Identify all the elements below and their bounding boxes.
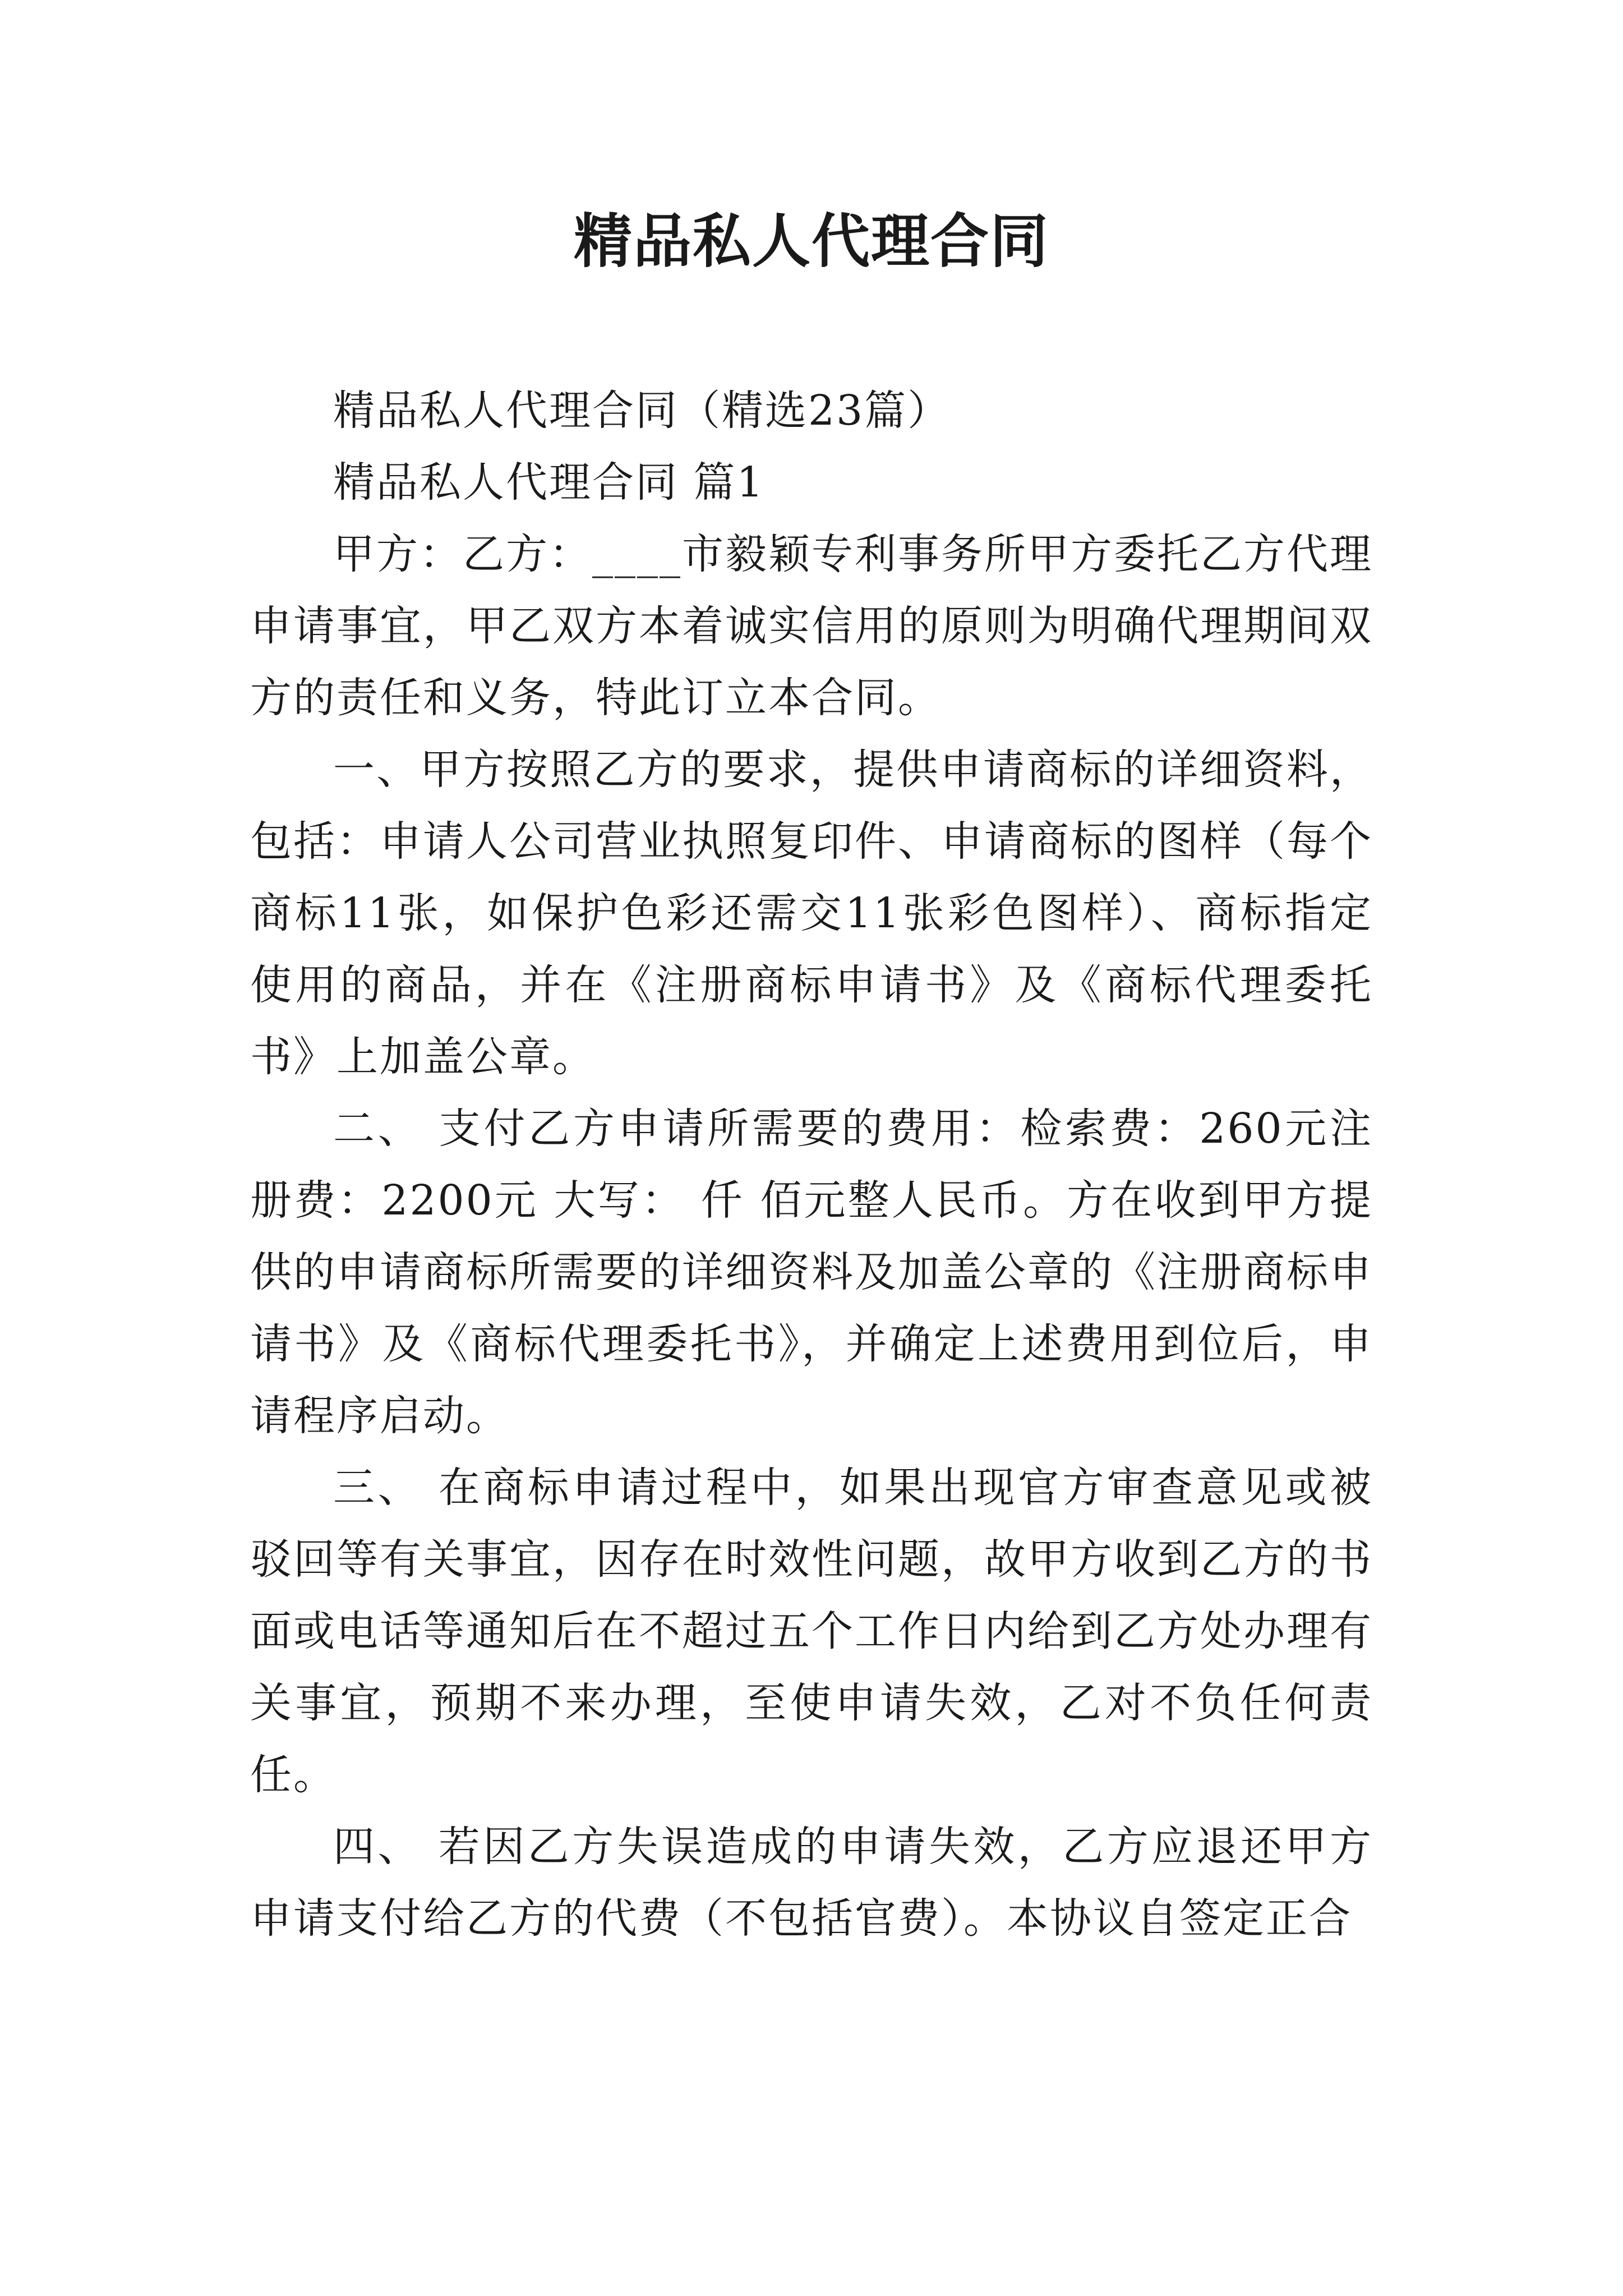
clause-1: 一、甲方按照乙方的要求，提供申请商标的详细资料，包括：申请人公司营业执照复印件、申请商标的图样（每个商标11张，如保护色彩还需交11张彩色图样）、商标指定使用的商品，并在《注册商标申请书》及《商标代理委托书》上加盖公章。 <box>250 746 1373 1081</box>
document-body <box>250 375 1373 1954</box>
document-title: 精品私人代理合同 <box>573 206 1049 275</box>
paragraph-parties: 甲方：乙方：____市毅颖专利事务所甲方委托乙方代理申请事宜，甲乙双方本着诚实信用的原则为明确代理期间双方的责任和义务，特此订立本合同。 <box>250 530 1373 722</box>
subtitle-line: 精品私人代理合同（精选23篇） <box>333 386 951 435</box>
clause-4: 四、 若因乙方失误造成的申请失效，乙方应退还甲方申请支付给乙方的代费（不包括官费）。本协议自签定正合 <box>250 1823 1373 1943</box>
clause-2: 二、 支付乙方申请所需要的费用：检索费：260元注册费：2200元 大写： 仟 佰元整人民币。方在收到甲方提供的申请商标所需要的详细资料及加盖公章的《注册商标申请书》及《商标代理委托书》，并确定上述费用到位后，申请程序启动。 <box>250 1105 1373 1440</box>
clause-3: 三、 在商标申请过程中，如果出现官方审查意见或被驳回等有关事宜，因存在时效性问题，故甲方收到乙方的书面或电话等通知后在不超过五个工作日内给到乙方处办理有关事宜，预期不来办理，至使申请失效，乙对不负任何责任。 <box>250 1464 1373 1799</box>
section-heading: 精品私人代理合同 篇1 <box>333 458 765 507</box>
